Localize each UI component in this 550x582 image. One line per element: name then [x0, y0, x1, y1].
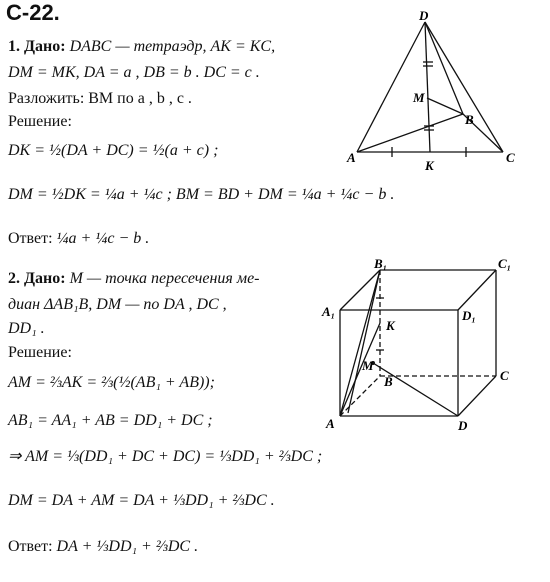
label-D: D	[419, 10, 429, 23]
label-B: B	[465, 112, 474, 127]
problem2-eq2: AB₁ = AA₁ + AB = DD₁ + DC ;	[8, 412, 213, 429]
problem1-given	[8, 38, 275, 56]
problem1-solution-label: Решение:	[8, 113, 72, 130]
median-AK	[340, 323, 380, 416]
problem1-answer	[8, 230, 149, 248]
problem1-decompose: Разложить: BM по a , b , c .	[8, 90, 192, 107]
problem2-eq1: AM = ⅔AK = ⅔(½(AB₁ + AB));	[8, 374, 215, 391]
problem2-answer	[8, 538, 198, 556]
problem1-given-text: DABC — тетраэдр, AK = KC,	[69, 38, 276, 55]
segment-MD	[373, 363, 458, 416]
problem1-eq2: DM = ½DK = ¼a + ¼c ; BM = BD + DM = ¼a + ¼c − b .	[8, 186, 395, 203]
problem2-given	[8, 270, 260, 288]
label-C: C	[506, 150, 515, 165]
label-B: B	[384, 374, 393, 389]
parallelepiped-figure	[318, 258, 518, 433]
problem2-given-text: M — точка пересечения ме-	[69, 270, 260, 287]
problem2-given-line2: диан ΔAB₁B, DM — по DA , DC ,	[8, 296, 227, 313]
problem1-given-line2: DM = MK, DA = a , DB = b . DC = c .	[8, 64, 260, 81]
label-M: M	[413, 90, 425, 105]
label-K: K	[386, 318, 395, 333]
edge-DC	[425, 22, 503, 152]
edge-DC	[458, 376, 496, 416]
label-C: C	[500, 368, 509, 383]
edge-AB	[357, 114, 463, 152]
label-C1: C₁	[498, 258, 512, 271]
problem2-eq3: ⇒ AM = ⅓(DD₁ + DC + DC) = ⅓DD₁ + ⅔DC ;	[8, 448, 323, 465]
problem2-answer-label: Ответ:	[8, 538, 53, 555]
edge-D1C1	[458, 270, 496, 310]
label-D1: D₁	[462, 308, 476, 323]
problem2-eq4: DM = DA + AM = DA + ⅓DD₁ + ⅔DC .	[8, 492, 275, 509]
page-title: C-22.	[6, 0, 60, 25]
label-M: M	[362, 358, 374, 373]
problem2-given-label: 2. Дано:	[8, 270, 66, 287]
diag-AB1	[340, 270, 380, 416]
median-DK	[425, 22, 430, 152]
problem1-answer-label: Ответ:	[8, 230, 53, 247]
problem1-eq1: DK = ½(DA + DC) = ½(a + c) ;	[8, 142, 219, 159]
problem2-solution-label: Решение:	[8, 344, 72, 361]
problem1-given-label: 1. Дано:	[8, 38, 66, 55]
label-D: D	[458, 418, 468, 433]
label-A: A	[347, 150, 356, 165]
problem2-given-line3: DD₁ .	[8, 320, 45, 337]
tetrahedron-figure	[345, 10, 525, 175]
label-A1: A₁	[322, 304, 336, 319]
problem1-answer-value: ¼a + ¼c − b .	[56, 230, 150, 247]
label-K: K	[425, 158, 434, 173]
label-B1: B₁	[374, 258, 388, 271]
edge-DA	[357, 22, 425, 152]
problem2-answer-value: DA + ⅓DD₁ + ⅔DC .	[56, 538, 199, 555]
label-A: A	[326, 416, 335, 431]
